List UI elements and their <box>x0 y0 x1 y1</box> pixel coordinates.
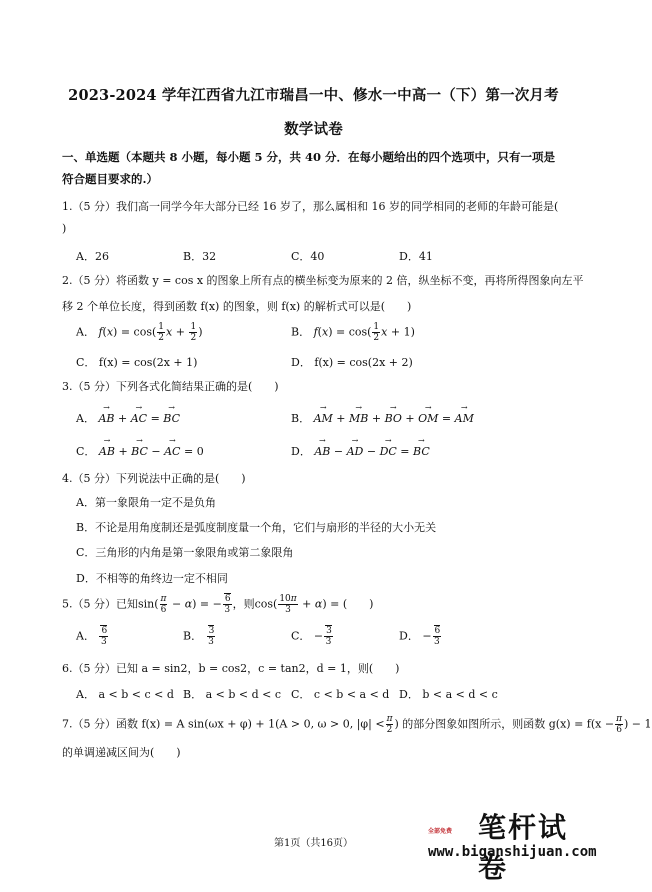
q2-line1: 2.（5 分）将函数 y = cos x 的图象上所有点的横坐标变为原来的 2 倍，纵坐标不变，再将所得图象向左平 <box>62 274 584 287</box>
q6-option-a: A． a < b < c < d <box>76 688 174 701</box>
q6-text: 6.（5 分）已知 a = sin2，b = cos2，c = tan2，d = 1，则( ) <box>62 662 400 675</box>
q7-line2: 的单调递减区间为( ) <box>62 746 181 759</box>
logo-free-tag: 全部免费 <box>428 828 453 835</box>
q3-text: 3.（5 分）下列各式化简结果正确的是( ) <box>62 380 279 393</box>
q1-text: 1.（5 分）我们高一同学今年大部分已经 16 岁了，那么属相和 16 岁的同学相同的老师的年龄可能是( <box>62 200 559 213</box>
q4-text: 4.（5 分）下列说法中正确的是( ) <box>62 472 246 485</box>
q2-option-b: B． f(x) = cos( $\frac{1}{2}$ x + 1) <box>291 322 415 343</box>
q3-option-d: D． → AB − → AD − → DC = → BC <box>291 443 430 459</box>
q5-option-c: C． − $\frac{3}{3}$ <box>291 626 332 647</box>
page-footer: 第1页（共16页） <box>273 838 354 849</box>
q4-option-b: B．不论是用角度制还是弧度制度量一个角，它们与扇形的半径的大小无关 <box>76 521 437 534</box>
logo-url: www.biganshijuan.com <box>428 844 597 860</box>
q4-option-d: D．不相等的角终边一定不相同 <box>76 572 228 585</box>
q2-line2: 移 2 个单位长度，得到函数 f(x) 的图象，则 f(x) 的解析式可以是( ) <box>62 300 412 313</box>
section-heading: 一、单选题（本题共 8 小题，每小题 5 分，共 40 分．在每小题给出的四个选项中，只有一项是符合题目要求的.） <box>62 150 556 186</box>
q2-option-c: C． f(x) = cos(2x + 1) <box>76 356 198 369</box>
exam-subtitle: 数学试卷 <box>284 121 343 138</box>
q1-option-d: D．41 <box>399 250 433 263</box>
q2-option-d: D． f(x) = cos(2x + 2) <box>291 356 413 369</box>
exam-title: 2023-2024 学年江西省九江市瑞昌一中、修水一中高一（下）第一次月考 <box>68 87 559 104</box>
q1-tail: ) <box>62 222 67 235</box>
q6-option-d: D． b < a < d < c <box>399 688 498 701</box>
q3-option-b: B． → AM + → MB + → BO + → OM = → AM <box>291 410 474 426</box>
logo-name: 笔杆试卷 <box>478 811 569 884</box>
q1-option-b: B．32 <box>183 250 217 263</box>
q1-option-a: A．26 <box>76 250 109 263</box>
q5-option-a: A． $\frac{6}{3}$ <box>76 626 108 647</box>
q4-option-c: C．三角形的内角是第一象限角或第二象限角 <box>76 546 294 559</box>
q3-option-c: C． → AB + → BC − → AC = 0 <box>76 443 204 459</box>
q3-option-a: A． → AB + → AC = → BC <box>76 410 180 426</box>
q2-option-a: A． f(x) = cos( $\frac{1}{2}$ x + $\frac{1}{2}$ ) <box>76 322 203 343</box>
q5-text: 5.（5 分）已知sin( $\frac{\pi}{6}$ − α) = − $\frac{6}{3}$ ，则cos( $\frac{10\pi}{3}$ + α) = ( ) <box>62 594 374 615</box>
q6-option-c: C． c < b < a < d <box>291 688 390 701</box>
q1-option-c: C．40 <box>291 250 325 263</box>
q6-option-b: B． a < b < d < c <box>183 688 282 701</box>
site-logo <box>428 806 597 884</box>
q4-option-a: A．第一象限角一定不是负角 <box>76 496 216 509</box>
q5-option-b: B． $\frac{3}{3}$ <box>183 626 215 647</box>
q7-text: 7.（5 分）函数 f(x) = A sin(ωx + φ) + 1(A > 0, ω > 0, |φ| < $\frac{\pi}{2}$ ) 的部分图象如图所示，则函数 g(x) = f(x − $\frac{\pi}{6}$ ) − 1 <box>62 714 652 735</box>
q5-option-d: D． − $\frac{6}{3}$ <box>399 626 441 647</box>
